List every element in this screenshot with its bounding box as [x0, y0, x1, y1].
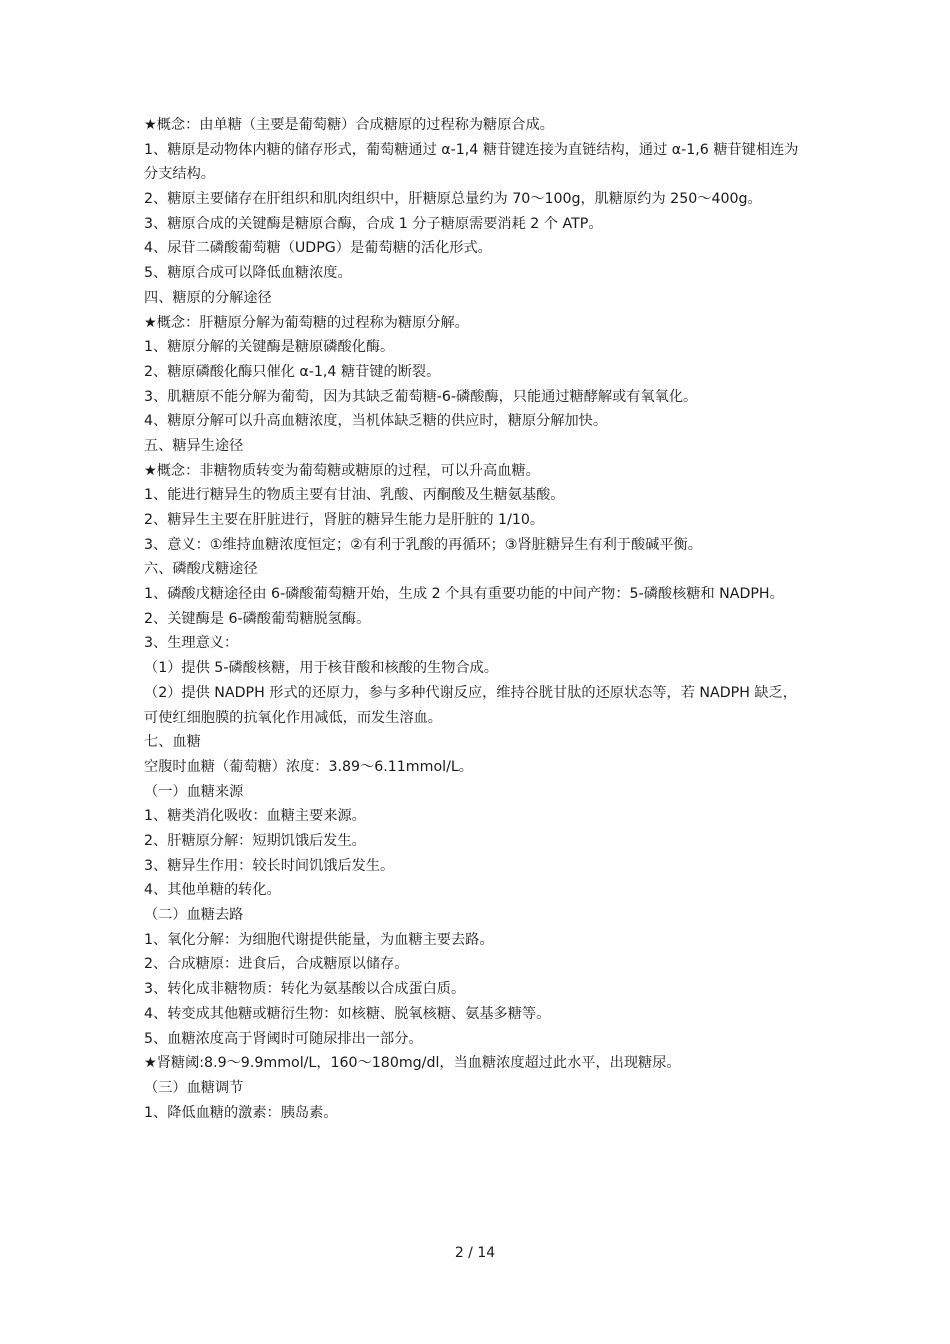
text-line: 空腹时血糖（葡萄糖）浓度：3.89～6.11mmol/L。	[144, 758, 473, 775]
text-line: 1、糖原是动物体内糖的储存形式，葡萄糖通过 α-1,4 糖苷键连接为直链结构，通过 α-1,6 糖苷键相连为分支结构。	[144, 141, 799, 183]
text-line: 3、糖原合成的关键酶是糖原合酶，合成 1 分子糖原需要消耗 2 个 ATP。	[144, 215, 603, 232]
page-content	[144, 113, 810, 1125]
text-line: 2、关键酶是 6-磷酸葡萄糖脱氢酶。	[144, 610, 371, 627]
text-line: ★概念：由单糖（主要是葡萄糖）合成糖原的过程称为糖原合成。	[144, 117, 554, 133]
text-line: ★概念：非糖物质转变为葡萄糖或糖原的过程，可以升高血糖。	[144, 462, 540, 479]
text-line: 1、氧化分解：为细胞代谢提供能量，为血糖主要去路。	[144, 931, 494, 948]
text-line: 3、意义：①维持血糖浓度恒定；②有利于乳酸的再循环；③肾脏糖异生有利于酸碱平衡。	[144, 536, 702, 553]
text-line: 2、糖原主要储存在肝组织和肌肉组织中，肝糖原总量约为 70～100g，肌糖原约为 250～400g。	[144, 191, 762, 208]
text-line: 3、糖异生作用：较长时间饥饿后发生。	[144, 857, 395, 874]
text-line: 1、能进行糖异生的物质主要有甘油、乳酸、丙酮酸及生糖氨基酸。	[144, 487, 565, 504]
text-line: 3、转化成非糖物质：转化为氨基酸以合成蛋白质。	[144, 981, 466, 998]
text-line: （一）血糖来源	[144, 783, 244, 800]
text-line: 2、糖异生主要在肝脏进行，肾脏的糖异生能力是肝脏的 1/10。	[144, 512, 545, 529]
text-line: ★概念：肝糖原分解为葡萄糖的过程称为糖原分解。	[144, 314, 469, 331]
text-line: （三）血糖调节	[144, 1079, 244, 1096]
text-line: 六、磷酸戊糖途径	[144, 561, 258, 578]
page-number: 2 / 14	[454, 1245, 496, 1261]
text-line: 5、血糖浓度高于肾阈时可随尿排出一部分。	[144, 1030, 423, 1047]
text-line: 五、糖异生途径	[144, 437, 244, 454]
text-line: 3、生理意义：	[144, 635, 239, 652]
text-line: ★肾糖阈:8.9～9.9mmol/L，160～180mg/dl，当血糖浓度超过此水平，出现糖尿。	[144, 1055, 681, 1072]
text-line: 2、合成糖原：进食后，合成糖原以储存。	[144, 956, 409, 973]
text-line: （1）提供 5-磷酸核糖，用于核苷酸和核酸的生物合成。	[144, 660, 498, 677]
text-line: 1、降低血糖的激素：胰岛素。	[144, 1104, 338, 1121]
text-line: 4、尿苷二磷酸葡萄糖（UDPG）是葡萄糖的活化形式。	[144, 240, 492, 257]
text-line: （2）提供 NADPH 形式的还原力，参与多种代谢反应，维持谷胱甘肽的还原状态等，若 NADPH 缺乏，可使红细胞膜的抗氧化作用减低，而发生溶血。	[144, 684, 797, 726]
text-line: 1、磷酸戊糖途径由 6-磷酸葡萄糖开始，生成 2 个具有重要功能的中间产物：5-磷酸核糖和 NADPH。	[144, 586, 784, 603]
text-line: 5、糖原合成可以降低血糖浓度。	[144, 265, 352, 282]
text-line: 1、糖原分解的关键酶是糖原磷酸化酶。	[144, 339, 395, 356]
text-line: 四、糖原的分解途径	[144, 289, 272, 306]
text-line: 2、肝糖原分解：短期饥饿后发生。	[144, 833, 366, 850]
text-line: 4、其他单糖的转化。	[144, 882, 281, 899]
text-line: 3、肌糖原不能分解为葡萄，因为其缺乏葡萄糖-6-磷酸酶，只能通过糖酵解或有氧氧化。	[144, 388, 698, 405]
text-line: 七、血糖	[144, 734, 201, 751]
text-line: 4、转变成其他糖或糖衍生物：如核糖、脱氧核糖、氨基多糖等。	[144, 1005, 551, 1022]
text-line: （二）血糖去路	[144, 907, 244, 924]
text-line: 1、糖类消化吸收：血糖主要来源。	[144, 808, 366, 825]
text-line: 2、糖原磷酸化酶只催化 α-1,4 糖苷键的断裂。	[144, 363, 441, 380]
text-line: 4、糖原分解可以升高血糖浓度，当机体缺乏糖的供应时，糖原分解加快。	[144, 413, 608, 430]
